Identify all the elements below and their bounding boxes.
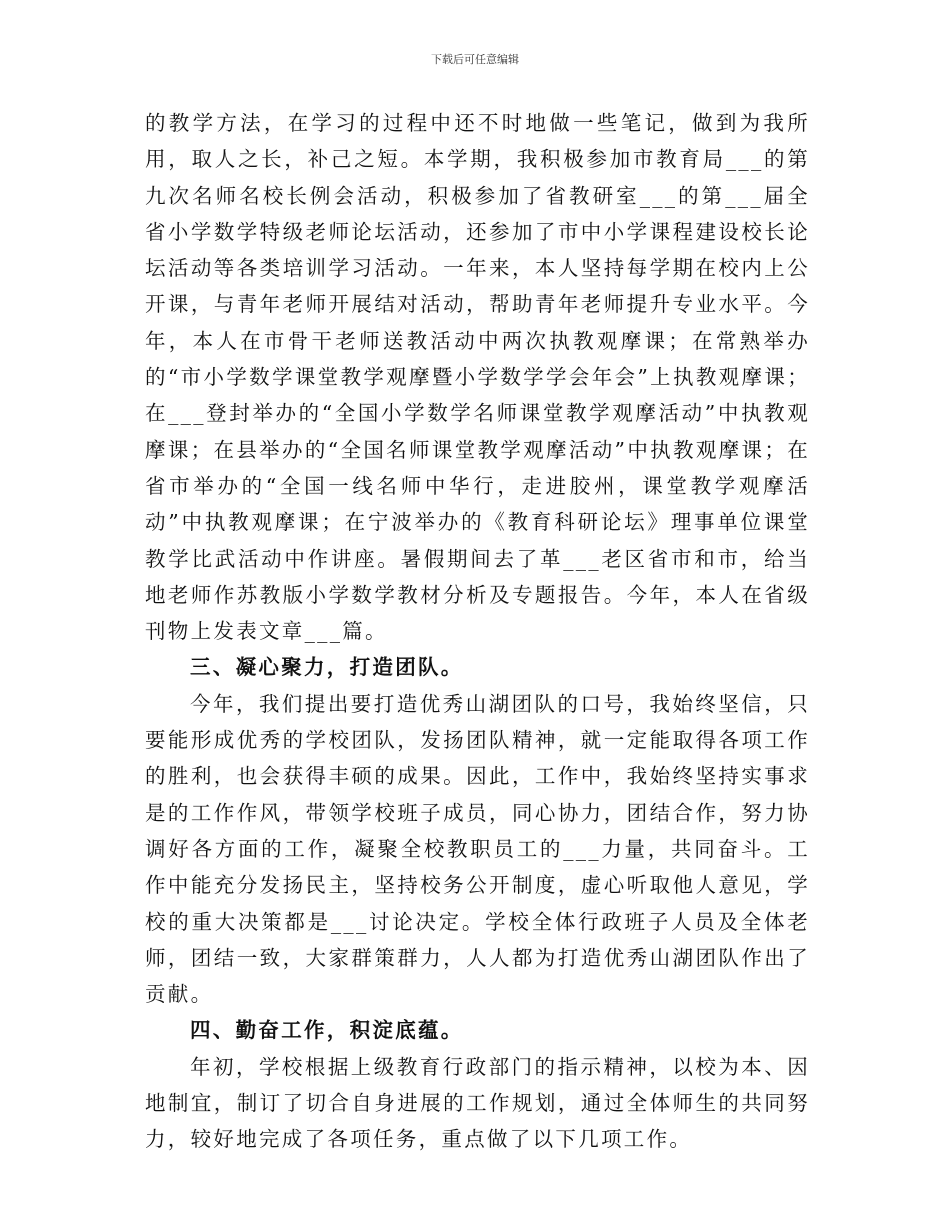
page-header: 下载后可任意编辑: [431, 53, 519, 66]
paragraph-team: 今年，我们提出要打造优秀山湖团队的口号，我始终坚信，只要能形成优秀的学校团队，发扬团队精神，就一定能取得各项工作的胜利，也会获得丰硕的成果。因此，工作中，我始终坚持实事求是的工作作风，带领学校班子成员，同心协力，团结合作，努力协调好各方面的工作，凝聚全校教职员工的___力量，共同奋斗。工作中能充分发扬民主，坚持校务公开制度，虚心听取他人意见，学校的重大决策都是___讨论决定。学校全体行政班子人员及全体老师，团结一致，大家群策群力，人人都为打造优秀山湖团队作出了贡献。: [145, 691, 810, 1007]
section-heading-4: 四、勤奋工作，积淀底蕴。: [190, 1018, 464, 1043]
document-body: [145, 105, 810, 1158]
paragraph-work: 年初，学校根据上级教育行政部门的指示精神，以校为本、因地制宜，制订了切合自身进展的工作规划，通过全体师生的共同努力，较好地完成了各项任务，重点做了以下几项工作。: [145, 1054, 810, 1152]
paragraph-continued: 的教学方法，在学习的过程中还不时地做一些笔记，做到为我所用，取人之长，补己之短。本学期，我积极参加市教育局___的第九次名师名校长例会活动，积极参加了省教研室___的第___届全省小学数学特级老师论坛活动，还参加了市中小学课程建设校长论坛活动等各类培训学习活动。一年来，本人坚持每学期在校内上公开课，与青年老师开展结对活动，帮助青年老师提升专业水平。今年，本人在市骨干老师送教活动中两次执教观摩课；在常熟举办的“市小学数学课堂教学观摩暨小学数学学会年会”上执教观摩课；在___登封举办的“全国小学数学名师课堂教学观摩活动”中执教观摩课；在县举办的“全国名师课堂教学观摩活动”中执教观摩课；在省市举办的“全国一线名师中华行，走进胶州，课堂教学观摩活动”中执教观摩课；在宁波举办的《教育科研论坛》理事单位课堂教学比武活动中作讲座。暑假期间去了革___老区省市和市，给当地老师作苏教版小学数学教材分析及专题报告。今年，本人在省级刊物上发表文章___篇。: [145, 111, 810, 644]
section-heading-3: 三、凝心聚力，打造团队。: [190, 655, 464, 680]
